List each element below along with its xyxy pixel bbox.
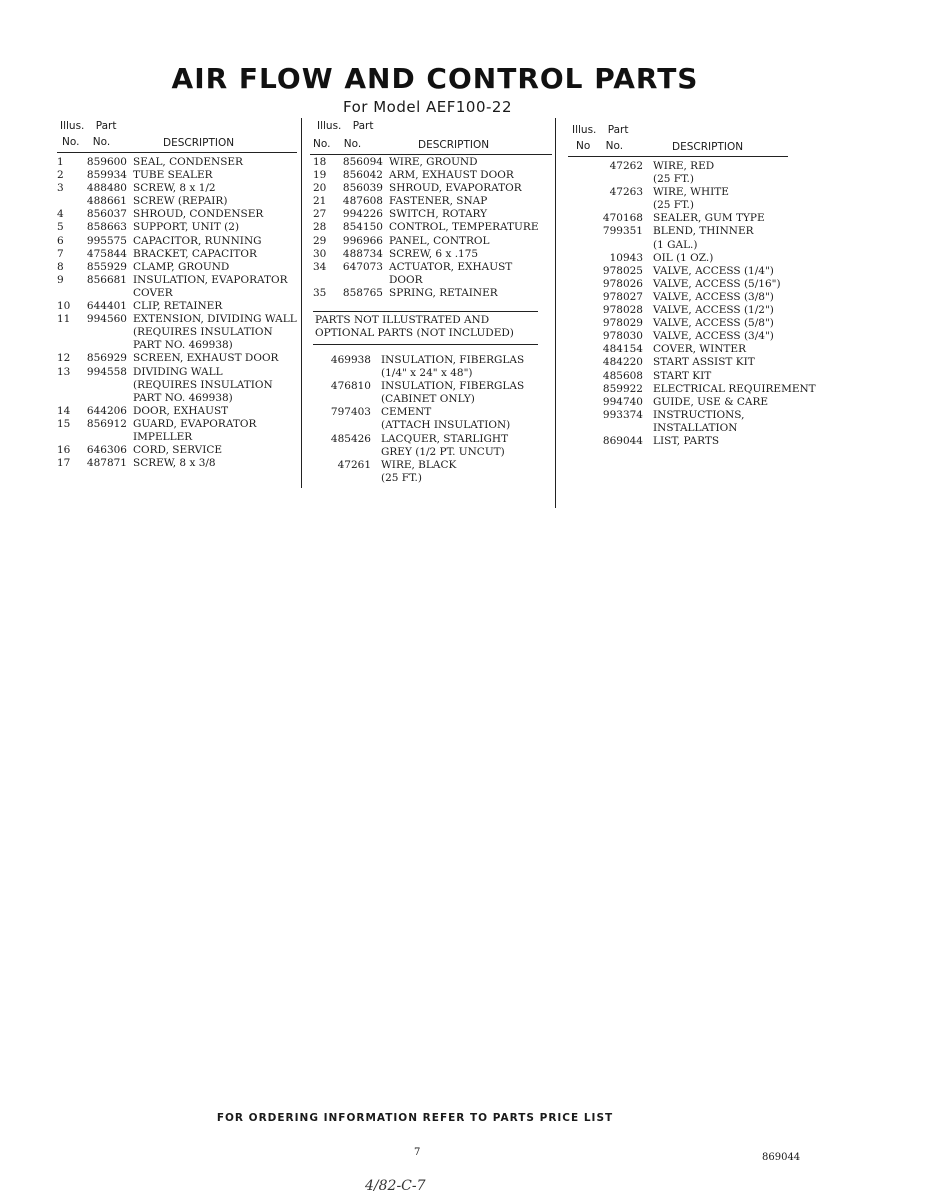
part-no-label: No. <box>92 136 111 148</box>
list-item <box>585 317 816 330</box>
part-description: (1/4" x 24" x 48") <box>381 367 473 380</box>
part-label: Part <box>607 124 629 136</box>
part-number: 647073 <box>342 260 383 273</box>
illus-number: 19 <box>313 169 327 182</box>
illus-number: 4 <box>57 208 64 221</box>
list-item <box>585 278 816 291</box>
part-description: TUBE SEALER <box>133 169 213 182</box>
part-description: INSULATION, FIBERGLAS <box>381 380 525 393</box>
illus-number: 12 <box>57 352 71 365</box>
list-item <box>57 431 297 444</box>
part-number: 978028 <box>602 304 643 317</box>
part-number <box>313 393 381 406</box>
part-number <box>585 239 653 252</box>
illus-number <box>57 339 75 352</box>
part-number: 978030 <box>602 330 643 343</box>
part-description: VALVE, ACCESS (5/8") <box>653 317 774 330</box>
part-description: (25 FT.) <box>653 173 694 186</box>
optional-parts-list <box>313 354 524 485</box>
part-number <box>313 367 381 380</box>
part-description: FASTENER, SNAP <box>389 195 488 208</box>
part-description: WIRE, WHITE <box>653 186 729 199</box>
part-description: VALVE, ACCESS (1/4") <box>653 264 774 277</box>
list-item <box>585 239 816 252</box>
col3-header-rule <box>568 156 788 157</box>
illus-number: 3 <box>57 182 64 195</box>
list-item <box>585 330 816 343</box>
part-description: CAPACITOR, RUNNING <box>133 234 262 247</box>
illus-number: 18 <box>313 156 327 168</box>
list-item <box>585 304 816 317</box>
handwritten-note: 4/82-C-7 <box>365 1178 426 1194</box>
list-item <box>585 186 816 199</box>
list-item <box>313 406 524 419</box>
part-number: 996966 <box>342 234 383 247</box>
part-description: ELECTRICAL REQUIREMENT <box>653 382 816 395</box>
illus-number <box>57 287 75 300</box>
part-description: ACTUATOR, EXHAUST <box>389 260 513 273</box>
part-number <box>75 287 133 300</box>
list-item <box>57 444 297 457</box>
part-description: COVER <box>133 286 173 299</box>
illus-number: 30 <box>313 247 327 260</box>
part-description: PANEL, CONTROL <box>389 234 490 247</box>
illus-number <box>313 274 331 287</box>
part-description: SWITCH, ROTARY <box>389 208 488 221</box>
part-description: VALVE, ACCESS (3/8") <box>653 290 774 303</box>
list-item <box>313 235 538 248</box>
part-description: WIRE, RED <box>653 160 715 172</box>
part-number: 856094 <box>342 156 383 168</box>
illus-number: 16 <box>57 444 71 457</box>
part-description: (ATTACH INSULATION) <box>381 419 511 432</box>
list-item <box>57 326 297 339</box>
list-item <box>57 379 297 392</box>
list-item <box>57 248 297 261</box>
not-illustrated-line-1: PARTS NOT ILLUSTRATED AND <box>315 314 490 326</box>
part-number <box>75 339 133 352</box>
list-item <box>313 156 538 169</box>
illus-number <box>57 431 75 444</box>
list-item <box>585 225 816 238</box>
col2-description-header: DESCRIPTION <box>418 139 490 151</box>
part-number <box>313 472 381 485</box>
illus-number: 8 <box>57 260 64 273</box>
illus-number: 6 <box>57 234 64 247</box>
illus-label: Illus. <box>572 124 597 136</box>
illus-number: 5 <box>57 221 64 234</box>
part-number: 869044 <box>602 434 643 447</box>
list-item <box>585 343 816 356</box>
list-item <box>57 274 297 287</box>
part-description: START ASSIST KIT <box>653 356 755 369</box>
part-description: SCREW, 6 x .175 <box>389 247 479 260</box>
part-number: 487871 <box>86 457 127 470</box>
not-illustrated-line-2: OPTIONAL PARTS (NOT INCLUDED) <box>315 327 514 340</box>
part-description: INSULATION, EVAPORATOR <box>133 273 288 286</box>
illus-number <box>57 379 75 392</box>
part-number: 487608 <box>342 195 383 208</box>
part-description: INSULATION, FIBERGLAS <box>381 354 525 366</box>
part-number: 485426 <box>330 432 371 445</box>
part-number: 993374 <box>602 408 643 421</box>
illus-number: 34 <box>313 260 327 273</box>
list-item <box>57 313 297 326</box>
part-number: 470168 <box>602 212 643 225</box>
part-description: BRACKET, CAPACITOR <box>133 247 257 260</box>
part-number: 858663 <box>86 221 127 234</box>
list-item <box>57 366 297 379</box>
part-number: 855929 <box>86 260 127 273</box>
list-item <box>313 354 524 367</box>
part-description: INSTRUCTIONS, <box>653 408 745 421</box>
part-description: SPRING, RETAINER <box>389 286 498 299</box>
illus-number: 9 <box>57 273 64 286</box>
part-number: 646306 <box>86 444 127 457</box>
illus-number: 20 <box>313 182 327 195</box>
part-description: SHROUD, CONDENSER <box>133 208 264 221</box>
part-number: 488734 <box>342 247 383 260</box>
list-item <box>313 459 524 472</box>
part-number: 994740 <box>602 395 643 408</box>
col2-no-header <box>313 138 361 150</box>
part-description: SCREEN, EXHAUST DOOR <box>133 352 279 365</box>
column-divider-1 <box>301 118 302 488</box>
list-item <box>313 221 538 234</box>
part-description: GUARD, EVAPORATOR <box>133 417 257 430</box>
part-description: ARM, EXHAUST DOOR <box>389 169 514 182</box>
part-number: 978029 <box>602 317 643 330</box>
part-description: CLAMP, GROUND <box>133 260 230 273</box>
part-description: SHROUD, EVAPORATOR <box>389 182 522 195</box>
part-number: 469938 <box>330 354 371 366</box>
part-number: 994558 <box>86 365 127 378</box>
page-title: AIR FLOW AND CONTROL PARTS <box>171 62 699 95</box>
part-number: 856681 <box>86 273 127 286</box>
part-description: (1 GAL.) <box>653 238 698 251</box>
part-number: 995575 <box>86 234 127 247</box>
part-description: CORD, SERVICE <box>133 444 223 457</box>
part-description: COVER, WINTER <box>653 343 746 356</box>
part-number: 856912 <box>86 417 127 430</box>
part-description: DOOR, EXHAUST <box>133 404 229 417</box>
list-item <box>57 300 297 313</box>
illus-number: 17 <box>57 457 71 470</box>
col1-header-rule <box>57 152 297 153</box>
list-item <box>313 169 538 182</box>
page-number: 7 <box>414 1147 421 1158</box>
part-description: SEAL, CONDENSER <box>133 156 243 168</box>
part-description: GUIDE, USE & CARE <box>653 395 769 408</box>
part-number <box>585 422 653 435</box>
part-description: (25 FT.) <box>381 471 422 484</box>
illus-number: 11 <box>57 313 71 326</box>
part-number: 859600 <box>86 156 127 168</box>
part-number: 994560 <box>86 313 127 326</box>
list-item <box>313 261 538 274</box>
part-number: 484154 <box>602 343 643 356</box>
list-item <box>585 265 816 278</box>
list-item <box>313 419 524 432</box>
part-number: 488480 <box>86 182 127 195</box>
part-description: VALVE, ACCESS (3/4") <box>653 330 774 343</box>
illus-label: Illus. <box>317 120 342 132</box>
part-description: WIRE, GROUND <box>389 156 478 168</box>
list-item <box>313 274 538 287</box>
part-number <box>313 419 381 432</box>
no-label: No. <box>313 138 331 150</box>
part-description: VALVE, ACCESS (5/16") <box>653 277 781 290</box>
list-item <box>585 396 816 409</box>
col1-illus-header <box>60 120 116 132</box>
list-item <box>57 392 297 405</box>
col3-description-header: DESCRIPTION <box>672 141 744 153</box>
list-item <box>313 248 538 261</box>
part-description: SCREW (REPAIR) <box>133 195 228 208</box>
list-item <box>57 339 297 352</box>
part-number <box>75 392 133 405</box>
list-item <box>57 457 297 470</box>
part-description: IMPELLER <box>133 430 193 443</box>
illus-number: 21 <box>313 195 327 208</box>
list-item <box>585 212 816 225</box>
part-description: LACQUER, STARLIGHT <box>381 432 509 445</box>
part-description: (CABINET ONLY) <box>381 393 475 406</box>
part-number <box>75 379 133 392</box>
part-description: PART NO. 469938) <box>133 391 233 404</box>
part-description: WIRE, BLACK <box>381 458 457 471</box>
parts-list-column-1 <box>57 156 297 470</box>
part-description: (25 FT.) <box>653 199 694 212</box>
part-description: BLEND, THINNER <box>653 225 754 238</box>
list-item <box>585 356 816 369</box>
part-description: (REQUIRES INSULATION <box>133 378 273 391</box>
part-description: PART NO. 469938) <box>133 339 233 352</box>
list-item <box>585 422 816 435</box>
no-label: No. <box>62 136 80 148</box>
list-item <box>313 287 538 300</box>
list-item <box>313 472 524 485</box>
list-item <box>313 195 538 208</box>
part-description: LIST, PARTS <box>653 434 720 447</box>
part-number: 978025 <box>602 264 643 277</box>
part-description: (REQUIRES INSULATION <box>133 326 273 339</box>
part-number: 856042 <box>342 169 383 182</box>
list-item <box>585 435 816 448</box>
part-number: 994226 <box>342 208 383 221</box>
list-item <box>57 287 297 300</box>
col1-no-header <box>62 136 110 148</box>
part-number <box>313 446 381 459</box>
illus-number: 35 <box>313 286 327 299</box>
list-item <box>57 169 297 182</box>
part-label: Part <box>95 120 117 132</box>
parts-list-column-3 <box>585 160 816 448</box>
part-number: 978027 <box>602 290 643 303</box>
part-number <box>585 173 653 186</box>
illus-number: 15 <box>57 417 71 430</box>
part-no-label: No. <box>343 138 362 150</box>
document-number: 869044 <box>762 1152 801 1163</box>
list-item <box>313 380 524 393</box>
part-description: DIVIDING WALL <box>133 365 223 378</box>
part-number: 476810 <box>330 380 371 393</box>
not-illustrated-rule-bottom <box>313 344 538 345</box>
part-number <box>75 431 133 444</box>
part-number: 644206 <box>86 404 127 417</box>
part-number: 856039 <box>342 182 383 195</box>
list-item <box>313 208 538 221</box>
illus-number: 7 <box>57 247 64 260</box>
illus-number: 10 <box>57 300 71 313</box>
part-number: 859922 <box>602 382 643 395</box>
part-description: START KIT <box>653 369 712 382</box>
part-number: 854150 <box>342 221 383 234</box>
part-number <box>331 274 389 287</box>
illus-number: 13 <box>57 365 71 378</box>
col1-description-header: DESCRIPTION <box>163 137 235 149</box>
part-number: 10943 <box>609 251 643 264</box>
illus-number: 1 <box>57 156 64 168</box>
list-item <box>313 393 524 406</box>
part-number <box>585 199 653 212</box>
list-item <box>585 370 816 383</box>
illus-number <box>57 195 75 208</box>
col3-illus-header <box>572 124 628 136</box>
part-description: SCREW, 8 x 3/8 <box>133 457 216 470</box>
illus-number <box>57 392 75 405</box>
part-number: 485608 <box>602 369 643 382</box>
part-description: INSTALLATION <box>653 421 738 434</box>
list-item <box>585 173 816 186</box>
part-description: CONTROL, TEMPERATURE <box>389 221 539 234</box>
col2-header-rule <box>310 154 552 155</box>
part-description: CEMENT <box>381 406 432 419</box>
column-divider-2 <box>555 118 556 508</box>
list-item <box>585 252 816 265</box>
part-description: GREY (1/2 PT. UNCUT) <box>381 445 505 458</box>
list-item <box>313 367 524 380</box>
list-item <box>313 182 538 195</box>
illus-number: 29 <box>313 234 327 247</box>
ordering-info-footer: FOR ORDERING INFORMATION REFER TO PARTS PRICE LIST <box>216 1112 614 1124</box>
illus-number <box>57 326 75 339</box>
not-illustrated-rule-top <box>313 311 538 312</box>
col3-no-header <box>576 140 623 152</box>
part-number: 47262 <box>609 160 643 172</box>
part-number: 644401 <box>86 300 127 313</box>
illus-number: 27 <box>313 208 327 221</box>
list-item <box>57 182 297 195</box>
part-label: Part <box>352 120 374 132</box>
no-label: No <box>576 140 591 152</box>
list-item <box>57 418 297 431</box>
part-description: SEALER, GUM TYPE <box>653 212 765 225</box>
illus-number: 28 <box>313 221 327 234</box>
list-item <box>585 383 816 396</box>
part-number: 859934 <box>86 169 127 182</box>
list-item <box>57 405 297 418</box>
part-number: 797403 <box>330 406 371 419</box>
part-description: SUPPORT, UNIT (2) <box>133 221 240 234</box>
part-number: 856929 <box>86 352 127 365</box>
list-item <box>585 160 816 173</box>
part-no-label: No. <box>605 140 624 152</box>
part-description: SCREW, 8 x 1/2 <box>133 182 216 195</box>
part-description: DOOR <box>389 273 423 286</box>
part-number: 856037 <box>86 208 127 221</box>
part-number: 488661 <box>86 195 127 208</box>
part-number: 475844 <box>86 247 127 260</box>
list-item <box>57 235 297 248</box>
list-item <box>57 208 297 221</box>
col2-illus-header <box>317 120 373 132</box>
list-item <box>313 433 524 446</box>
part-number: 978026 <box>602 277 643 290</box>
part-description: VALVE, ACCESS (1/2") <box>653 304 774 317</box>
part-description: EXTENSION, DIVIDING WALL <box>133 313 297 326</box>
list-item <box>585 291 816 304</box>
list-item <box>313 446 524 459</box>
part-number: 858765 <box>342 286 383 299</box>
illus-number: 14 <box>57 404 71 417</box>
part-description: CLIP, RETAINER <box>133 300 223 313</box>
parts-list-column-2 <box>313 156 538 300</box>
illus-label: Illus. <box>60 120 85 132</box>
list-item <box>57 195 297 208</box>
not-illustrated-heading <box>315 314 514 340</box>
illus-number: 2 <box>57 169 64 182</box>
model-subtitle: For Model AEF100-22 <box>343 98 513 116</box>
part-number: 47263 <box>609 186 643 199</box>
list-item <box>585 199 816 212</box>
list-item <box>57 221 297 234</box>
list-item <box>57 261 297 274</box>
part-number: 799351 <box>602 225 643 238</box>
list-item <box>57 352 297 365</box>
part-number: 47261 <box>337 458 371 471</box>
part-number <box>75 326 133 339</box>
list-item <box>57 156 297 169</box>
part-number: 484220 <box>602 356 643 369</box>
part-description: OIL (1 OZ.) <box>653 251 714 264</box>
list-item <box>585 409 816 422</box>
